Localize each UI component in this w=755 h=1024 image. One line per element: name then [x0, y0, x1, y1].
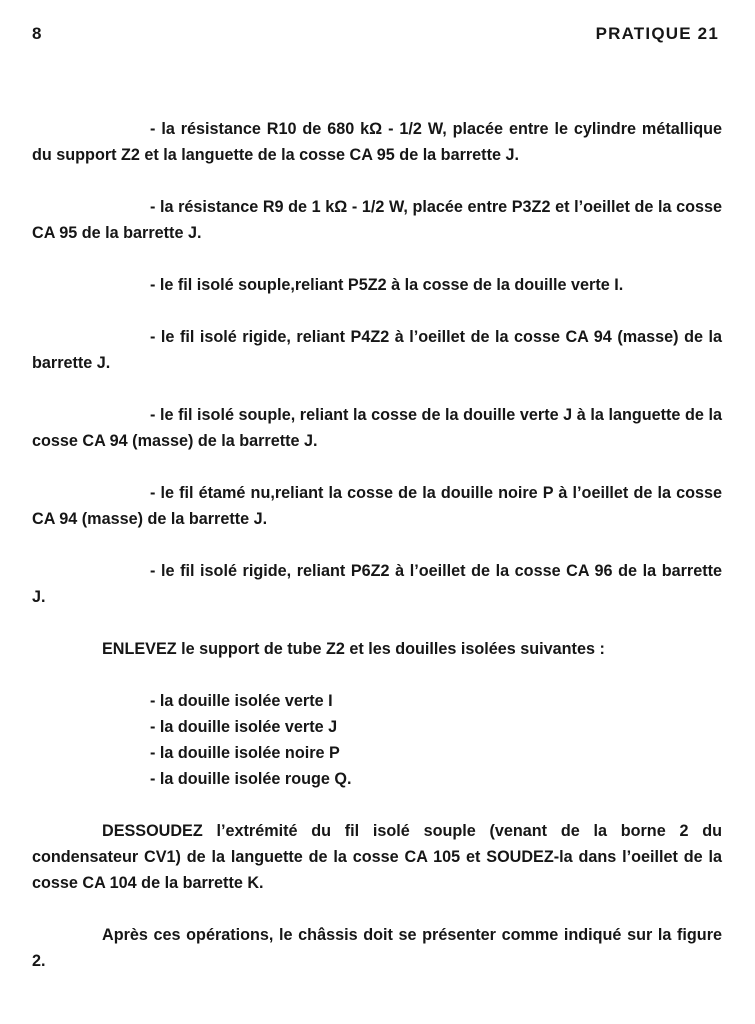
page-body — [32, 116, 722, 974]
desolder-instruction: DESSOUDEZ l’extrémité du fil isolé souple (venant de la borne 2 du condensateur CV1) de la languette de la cosse CA 105 et SOUDEZ-la dans l’oeillet de la cosse CA 104 de la barrette K. — [32, 822, 722, 892]
paragraph-r10: - la résistance R10 de 680 kΩ - 1/2 W, placée entre le cylindre métallique du support Z2 et la languette de la cosse CA 95 de la barrette J. — [32, 120, 722, 164]
paragraph-fil-p5z2: - le fil isolé souple,reliant P5Z2 à la cosse de la douille verte I. — [150, 276, 624, 294]
list-item: - la douille isolée rouge Q. — [150, 770, 352, 788]
paragraph-fil-douille-j: - le fil isolé souple, reliant la cosse de la douille verte J à la languette de la cosse CA 94 (masse) de la barrette J. — [32, 406, 722, 450]
remove-list — [32, 688, 722, 792]
paragraph-fil-p4z2: - le fil isolé rigide, reliant P4Z2 à l’oeillet de la cosse CA 94 (masse) de la barrette J. — [32, 328, 722, 372]
paragraph-r9: - la résistance R9 de 1 kΩ - 1/2 W, placée entre P3Z2 et l’oeillet de la cosse CA 95 de la barrette J. — [32, 198, 722, 242]
paragraph-fil-etame: - le fil étamé nu,reliant la cosse de la douille noire P à l’oeillet de la cosse CA 94 (masse) de la barrette J. — [32, 484, 722, 528]
paragraph-fil-p6z2: - le fil isolé rigide, reliant P6Z2 à l’oeillet de la cosse CA 96 de la barrette J. — [32, 562, 722, 606]
closing-paragraph: Après ces opérations, le châssis doit se présenter comme indiqué sur la figure 2. — [32, 926, 722, 970]
running-title: PRATIQUE 21 — [595, 24, 719, 43]
list-item: - la douille isolée verte I — [150, 692, 333, 710]
list-item: - la douille isolée verte J — [150, 718, 338, 736]
list-item: - la douille isolée noire P — [150, 744, 340, 762]
page-number: 8 — [32, 24, 43, 43]
remove-instruction: ENLEVEZ le support de tube Z2 et les douilles isolées suivantes : — [102, 640, 605, 658]
